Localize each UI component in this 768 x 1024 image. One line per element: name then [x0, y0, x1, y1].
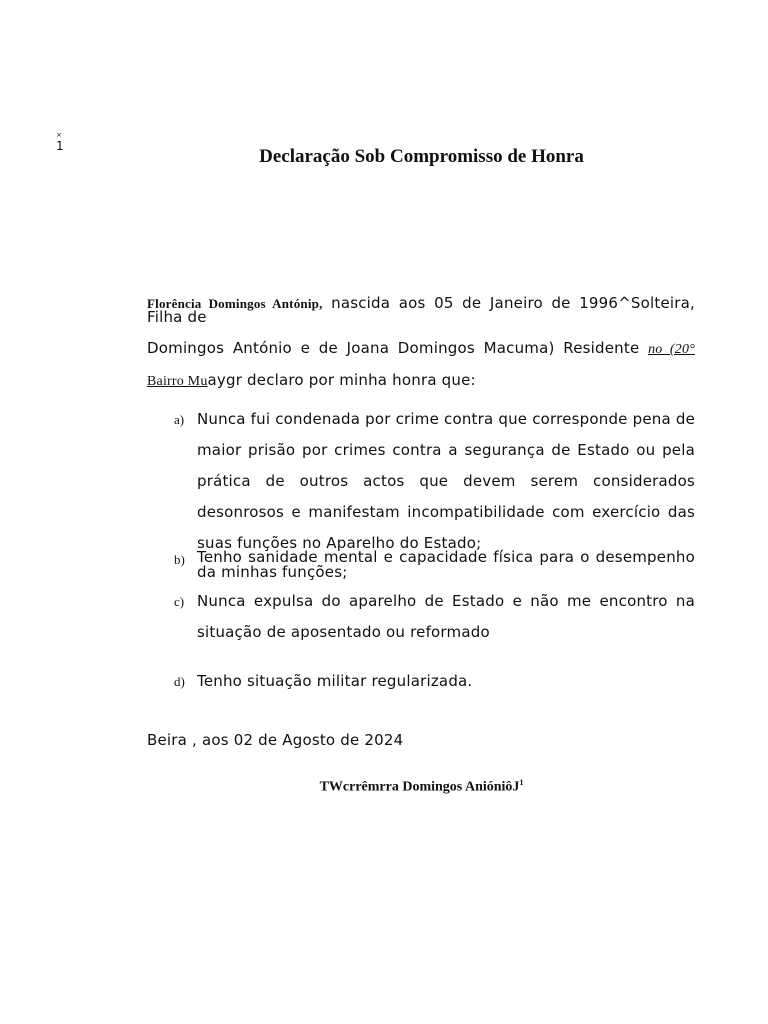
item-d-text: Tenho situação militar regularizada. — [197, 672, 473, 690]
intro-line-4-rest: aygr declaro por minha honra que: — [207, 371, 476, 389]
item-d-label: d) — [174, 674, 185, 689]
signature — [0, 778, 768, 796]
item-b-label: b) — [174, 552, 185, 567]
signature-text: TWcrrêmrra Domingos AnióniôJ — [319, 779, 520, 795]
item-a-text: Nunca fui condenada por crime contra que corresponde pena de maior prisão por crimes contra a segurança de Estado ou pela prática de outros actos que devem serem considerados desonrosos e manifestam incompatibilidade com exercício das suas funções no Aparelho do Estado; — [197, 410, 695, 552]
declarant-name: Florência Domingos Antónip, — [147, 296, 323, 311]
margin-mark-number: 1 — [56, 139, 64, 153]
neighborhood-underlined: Bairro Mu — [147, 374, 208, 389]
intro-line-3-main: Domingos António e de Joana Domingos Macuma) Residente — [147, 339, 640, 357]
item-a-label: a) — [174, 412, 185, 427]
date-line: Beira , aos 02 de Agosto de 2024 — [147, 731, 404, 749]
document-title: Declaração Sob Compromisso de Honra — [259, 146, 584, 167]
intro-line-1-rest: nascida aos 05 de Janeiro de 1996^Solteira, — [331, 294, 695, 312]
residence-note: no (20° — [648, 342, 695, 357]
signature-sup: 1 — [519, 778, 524, 787]
intro-line-2: Filha de — [147, 308, 207, 326]
margin-mark-symbol: × — [56, 131, 62, 139]
item-b-text: Tenho sanidade mental e capacidade física para o desempenho da minhas funções; — [197, 548, 695, 581]
intro-line-3 — [147, 338, 695, 360]
item-c-label: c) — [174, 594, 185, 609]
item-c-text: Nunca expulsa do aparelho de Estado e não me encontro na situação de aposentado ou reformado — [197, 592, 695, 641]
intro-line-4 — [147, 370, 695, 392]
